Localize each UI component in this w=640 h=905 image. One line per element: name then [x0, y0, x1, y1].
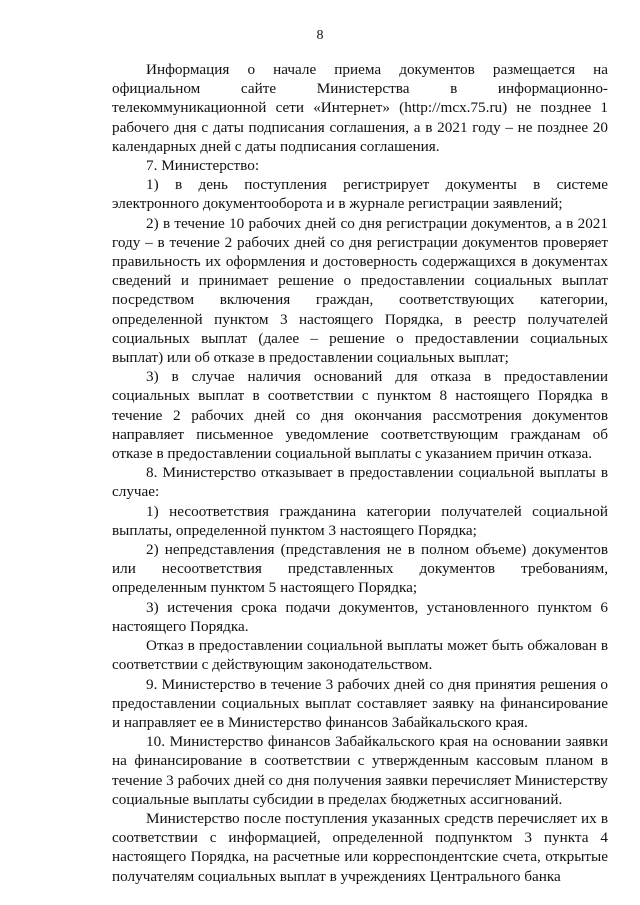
paragraph-item-7-1: 1) в день поступления регистрирует документы в системе электронного документооборота и в журнале регистрации заявлений; — [112, 176, 608, 213]
paragraph-item-7-heading: 7. Министерство: — [146, 157, 260, 175]
paragraph-item-7-2: 2) в течение 10 рабочих дней со дня регистрации документов, а в 2021 году – в течение 2 рабочих дней со дня регистрации документов проверяет правильность их оформления и достоверность содержащихся в документах сведений и принимает решение о предоставлении социальных выплат посредством включения граждан, соответствующих категории, определенной пунктом 3 настоящего Порядка, в реестр получателей социальных выплат (далее – решение о предоставлении социальных выплат) или об отказе в предоставлении социальных выплат; — [112, 214, 608, 367]
paragraph-funds-transfer: Министерство после поступления указанных средств перечисляет их в соответствии с информацией, определенной подпунктом 3 пункта 4 настоящего Порядка, на расчетные или корреспондентские счета, открытые получателям социальных выплат в учреждениях Центрального банка — [112, 809, 608, 885]
page-number: 8 — [316, 28, 324, 43]
paragraph-item-7-3: 3) в случае наличия оснований для отказа в предоставлении социальных выплат в соответствии с пунктом 8 настоящего Порядка в течение 2 рабочих дней со дня окончания рассмотрения документов направляет письменное уведомление соответствующим гражданам об отказе в предоставлении социальной выплаты с указанием причин отказа. — [112, 368, 608, 463]
paragraph-item-9: 9. Министерство в течение 3 рабочих дней со дня принятия решения о предоставлении социальных выплат составляет заявку на финансирование и направляет ее в Министерство финансов Забайкальского края. — [112, 675, 608, 731]
document-body — [112, 60, 608, 886]
paragraph-item-10: 10. Министерство финансов Забайкальского края на основании заявки на финансирование в соответствии с утвержденным кассовым планом в течение 3 рабочих дней со дня получения заявки перечисляет Министерству социальные выплаты субсидии в пределах бюджетных ассигнований. — [112, 733, 608, 808]
paragraph-refusal-appeal: Отказ в предоставлении социальной выплаты может быть обжалован в соответствии с действующим законодательством. — [112, 637, 608, 674]
paragraph-info-publication: Информация о начале приема документов размещается на официальном сайте Министерства в информационно-телекоммуникационной сети «Интернет» (http://mcx.75.ru) не позднее 1 рабочего дня с даты подписания соглашения, а в 2021 году – не позднее 20 календарных дней с даты подписания соглашения. — [112, 61, 608, 155]
paragraph-item-8-3: 3) истечения срока подачи документов, установленного пунктом 6 настоящего Порядка. — [112, 598, 608, 635]
paragraph-item-8-heading: 8. Министерство отказывает в предоставлении социальной выплаты в случае: — [112, 464, 608, 501]
paragraph-item-8-1: 1) несоответствия гражданина категории получателей социальной выплаты, определенной пунктом 3 настоящего Порядка; — [112, 502, 608, 539]
paragraph-item-8-2: 2) непредставления (представления не в полном объеме) документов или несоответствия представленных документов требованиям, определенным пунктом 5 настоящего Порядка; — [112, 541, 608, 597]
